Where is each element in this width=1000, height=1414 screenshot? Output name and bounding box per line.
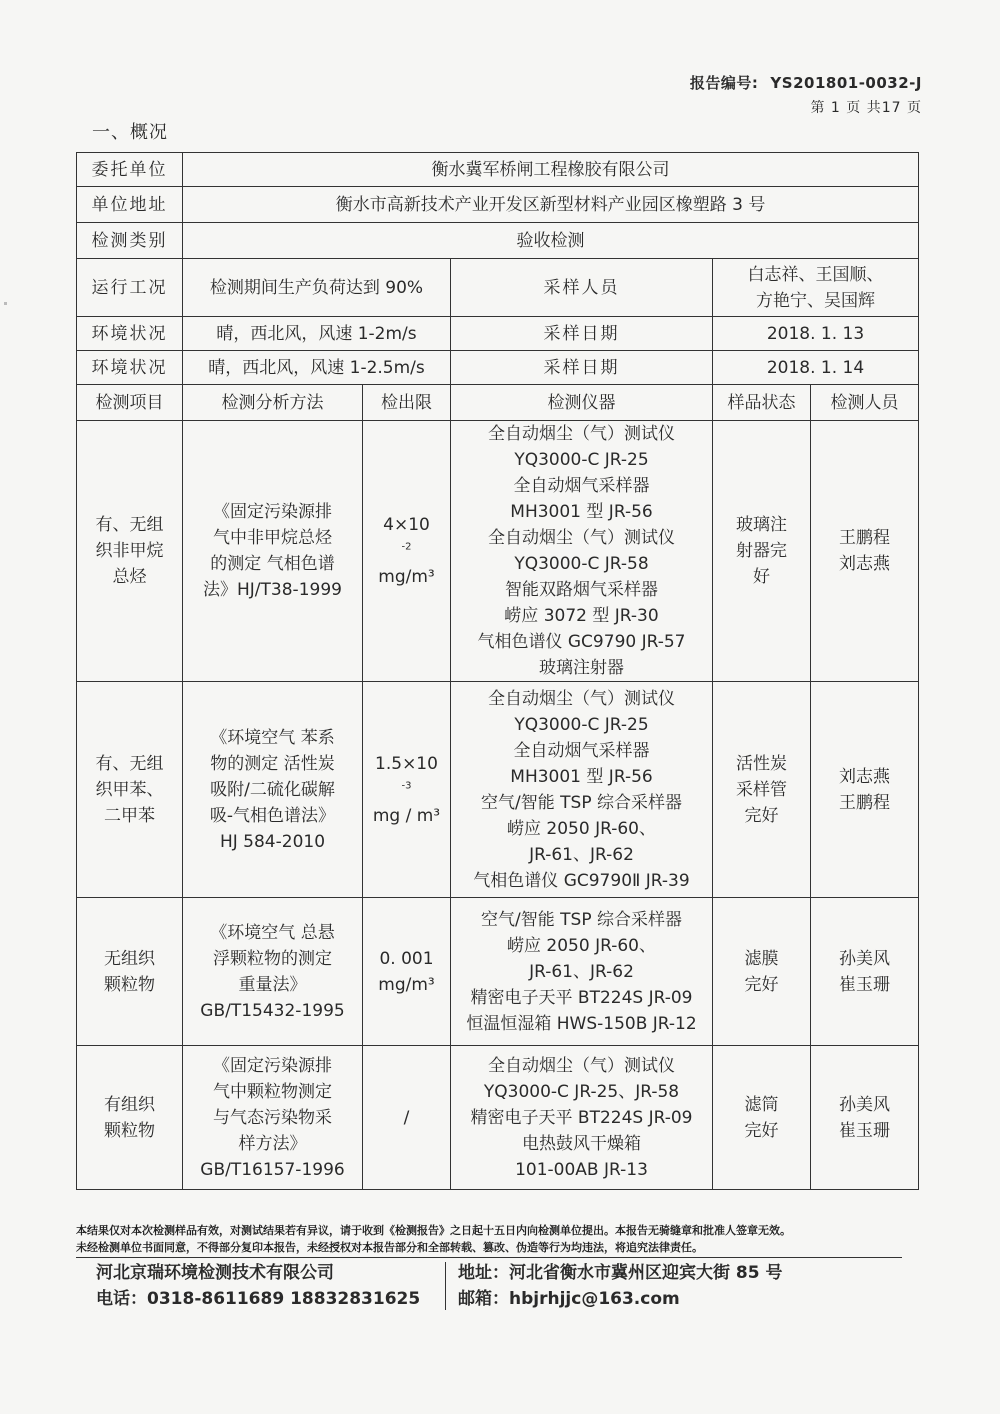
state-line: 活性炭: [736, 753, 787, 774]
company-address: 地址：河北省衡水市冀州区迎宾大街 85 号: [458, 1263, 783, 1283]
sampling-date-value: 2018. 1. 13: [713, 317, 919, 351]
instrument-line: 崂应 2050 JR-60、: [507, 818, 656, 839]
report-number-value: YS201801-0032-J: [770, 74, 922, 92]
section-title: 一、概况: [92, 122, 168, 143]
instrument-line: 崂应 2050 JR-60、: [507, 935, 656, 956]
table-row: [77, 1046, 919, 1190]
test-item-line: 无组织: [104, 948, 155, 969]
report-table: [76, 152, 919, 1190]
instrument-line: 全自动烟尘（气）测试仪: [488, 424, 675, 444]
detection-limit: [363, 1046, 451, 1190]
instrument-line: 101-00AB JR-13: [515, 1159, 648, 1180]
method-line: 气中颗粒物测定: [213, 1081, 332, 1102]
category-label: 检测类别: [77, 223, 183, 259]
instrument-line: 智能双路烟气采样器: [505, 580, 658, 600]
instrument-line: 全自动烟气采样器: [513, 476, 650, 496]
staff-name: 王鹏程: [839, 528, 891, 548]
footer-vertical-divider: [445, 1262, 446, 1310]
method-line: 吸-气相色谱法》: [209, 805, 336, 826]
method-line: 的测定 气相色谱: [210, 554, 335, 574]
environment-value: 晴，西北风，风速 1-2m/s: [183, 317, 451, 351]
footer-contact-block: [458, 1260, 783, 1312]
address-row: [77, 187, 919, 223]
instrument-line: JR-61、JR-62: [529, 961, 634, 982]
instrument-line: 崂应 3072 型 JR-30: [504, 606, 659, 626]
company-name: 河北京瑞环境检测技术有限公司: [96, 1263, 334, 1283]
instrument-line: YQ3000-C JR-58: [514, 554, 649, 574]
staff-name: 孙美风: [839, 948, 891, 969]
operation-row: [77, 259, 919, 317]
page-info: 第 1 页 共17 页: [810, 100, 922, 116]
method-line: 《环境空气 苯系: [210, 727, 335, 748]
instrument-line: YQ3000-C JR-25: [514, 714, 649, 735]
test-item-line: 有组织: [104, 1094, 155, 1115]
footer-notes: [76, 1222, 926, 1256]
instrument-line: 气相色谱仪 GC9790Ⅱ JR-39: [473, 870, 690, 891]
limit-value: [367, 946, 446, 972]
test-staff: [811, 421, 919, 682]
sample-state: [713, 682, 811, 898]
detection-limit: [363, 682, 451, 898]
client-value: 衡水冀军桥闸工程橡胶有限公司: [183, 153, 919, 187]
samplers-label: 采样人员: [451, 259, 713, 317]
category-row: [77, 223, 919, 259]
instruments: [451, 682, 713, 898]
instrument-line: 气相色谱仪 GC9790 JR-57: [477, 632, 686, 652]
limit-unit: mg / m³: [372, 805, 441, 826]
column-header: 样品状态: [713, 385, 811, 421]
column-header: 检测仪器: [451, 385, 713, 421]
limit-base: 0. 001: [379, 948, 434, 969]
sample-state: [713, 421, 811, 682]
instrument-line: 精密电子天平 BT224S JR-09: [470, 987, 693, 1008]
test-item-line: 二甲苯: [104, 805, 155, 826]
test-item-line: 织非甲烷: [95, 541, 164, 561]
state-line: 完好: [744, 805, 779, 826]
state-line: 滤膜: [744, 948, 779, 969]
test-item-line: 总烃: [112, 567, 147, 587]
category-value: 验收检测: [183, 223, 919, 259]
limit-base: 1.5×10: [375, 753, 438, 774]
method-line: 样方法》: [238, 1133, 307, 1154]
instrument-line: MH3001 型 JR-56: [510, 502, 653, 522]
method-line: 《环境空气 总悬: [210, 922, 335, 943]
sampling-date-label: 采样日期: [451, 317, 713, 351]
instrument-line: 电热鼓风干燥箱: [522, 1133, 641, 1154]
test-item: [77, 898, 183, 1046]
state-line: 完好: [744, 1120, 779, 1141]
footer-note: 未经检测单位书面同意，不得部分复印本报告，未经授权对本报告部分和全部转载、篡改、伪造等行为均违法，将追究法律责任。: [76, 1241, 703, 1254]
environment-label: 环境状况: [77, 351, 183, 385]
method-line: 吸附/二硫化碳解: [210, 779, 335, 800]
client-label: 委托单位: [77, 153, 183, 187]
samplers-line: 白志祥、王国顺、: [747, 264, 884, 285]
method-line: 重量法》: [238, 974, 307, 995]
state-line: 射器完: [736, 541, 787, 561]
operation-value: 检测期间生产负荷达到 90%: [183, 259, 451, 317]
test-item-line: 颗粒物: [104, 1120, 155, 1141]
method-line: 与气态污染物采: [213, 1107, 332, 1128]
column-header: 检测人员: [811, 385, 919, 421]
environment-row-1: [77, 317, 919, 351]
instrument-line: 空气/智能 TSP 综合采样器: [481, 909, 682, 930]
footer-divider-line: [76, 1257, 902, 1258]
sampling-date-label: 采样日期: [451, 351, 713, 385]
state-line: 好: [753, 567, 770, 587]
table-row: [77, 682, 919, 898]
state-line: 采样管: [736, 779, 787, 800]
limit-exponent: -3: [401, 779, 412, 791]
method-line: 物的测定 活性炭: [210, 753, 335, 774]
analysis-method: [183, 898, 363, 1046]
state-line: 玻璃注: [736, 515, 787, 535]
instruments: [451, 1046, 713, 1190]
limit-base: 4×10: [383, 515, 430, 535]
staff-name: 刘志燕: [839, 766, 891, 787]
instrument-line: 恒温恒湿箱 HWS-150B JR-12: [466, 1013, 697, 1034]
method-line: 气中非甲烷总烃: [213, 528, 332, 548]
instrument-line: 全自动烟气采样器: [513, 740, 650, 761]
analysis-method: [183, 682, 363, 898]
limit-unit: mg/m³: [378, 567, 435, 587]
company-email: 邮箱：hbjrhjjc@163.com: [458, 1289, 680, 1309]
staff-name: 王鹏程: [839, 792, 891, 813]
test-item-line: 有、无组: [95, 515, 164, 535]
limit-base: /: [403, 1107, 410, 1128]
test-item-line: 织甲苯、: [95, 779, 164, 800]
table-row: [77, 421, 919, 682]
sampling-date-value: 2018. 1. 14: [713, 351, 919, 385]
client-row: [77, 153, 919, 187]
instrument-line: 全自动烟尘（气）测试仪: [488, 688, 675, 709]
instrument-line: 空气/智能 TSP 综合采样器: [481, 792, 682, 813]
test-staff: [811, 682, 919, 898]
instrument-line: 全自动烟尘（气）测试仪: [488, 528, 675, 548]
instrument-line: 全自动烟尘（气）测试仪: [488, 1055, 675, 1076]
company-phone: 电话：0318-8611689 18832831625: [96, 1289, 421, 1309]
column-header: 检测项目: [77, 385, 183, 421]
test-item: [77, 421, 183, 682]
table-row: [77, 898, 919, 1046]
staff-name: 崔玉珊: [839, 1120, 891, 1141]
instrument-line: 玻璃注射器: [539, 658, 624, 678]
method-line: 《固定污染源排: [213, 502, 332, 522]
method-line: 《固定污染源排: [213, 1055, 332, 1076]
instrument-line: YQ3000-C JR-25: [514, 450, 649, 470]
samplers-line: 方艳宁、吴国辉: [756, 290, 876, 311]
report-number-label: 报告编号:: [689, 74, 759, 92]
method-line: GB/T16157-1996: [200, 1159, 345, 1180]
limit-unit: mg/m³: [378, 974, 435, 995]
sample-state: [713, 898, 811, 1046]
footer-company-block: [96, 1260, 420, 1312]
staff-name: 孙美风: [839, 1094, 891, 1115]
staff-name: 刘志燕: [839, 554, 891, 574]
instruments: [451, 898, 713, 1046]
analysis-method: [183, 1046, 363, 1190]
address-label: 单位地址: [77, 187, 183, 223]
test-item: [77, 1046, 183, 1190]
address-value: 衡水市高新技术产业开发区新型材料产业园区橡塑路 3 号: [183, 187, 919, 223]
column-header: 检测分析方法: [183, 385, 363, 421]
state-line: 滤筒: [744, 1094, 779, 1115]
test-staff: [811, 1046, 919, 1190]
detection-limit: [363, 421, 451, 682]
instrument-line: YQ3000-C JR-25、JR-58: [483, 1081, 680, 1102]
test-item-line: 有、无组: [95, 753, 164, 774]
staff-name: 崔玉珊: [839, 974, 891, 995]
state-line: 完好: [744, 974, 779, 995]
column-header: 检出限: [363, 385, 451, 421]
samplers-value: [713, 259, 919, 317]
method-line: 法》HJ/T38-1999: [203, 580, 342, 600]
instrument-line: JR-61、JR-62: [529, 844, 634, 865]
limit-exponent: -2: [401, 541, 412, 553]
method-line: GB/T15432-1995: [200, 1000, 345, 1021]
report-number: [690, 72, 922, 93]
limit-value: [367, 751, 446, 803]
detection-limit: [363, 898, 451, 1046]
analysis-method: [183, 421, 363, 682]
test-item: [77, 682, 183, 898]
environment-value: 晴，西北风，风速 1-2.5m/s: [183, 351, 451, 385]
column-header-row: [77, 385, 919, 421]
environment-row-2: [77, 351, 919, 385]
test-staff: [811, 898, 919, 1046]
environment-label: 环境状况: [77, 317, 183, 351]
test-item-line: 颗粒物: [104, 974, 155, 995]
operation-label: 运行工况: [77, 259, 183, 317]
sample-state: [713, 1046, 811, 1190]
instrument-line: MH3001 型 JR-56: [510, 766, 653, 787]
method-line: HJ 584-2010: [219, 831, 326, 852]
limit-value: [367, 512, 446, 564]
scan-speck: [4, 302, 7, 305]
instruments: [451, 421, 713, 682]
method-line: 浮颗粒物的测定: [213, 948, 332, 969]
footer-note: 本结果仅对本次检测样品有效，对测试结果若有异议，请于收到《检测报告》之日起十五日内向检测单位提出。本报告无骑缝章和批准人签章无效。: [76, 1224, 791, 1237]
instrument-line: 精密电子天平 BT224S JR-09: [470, 1107, 693, 1128]
